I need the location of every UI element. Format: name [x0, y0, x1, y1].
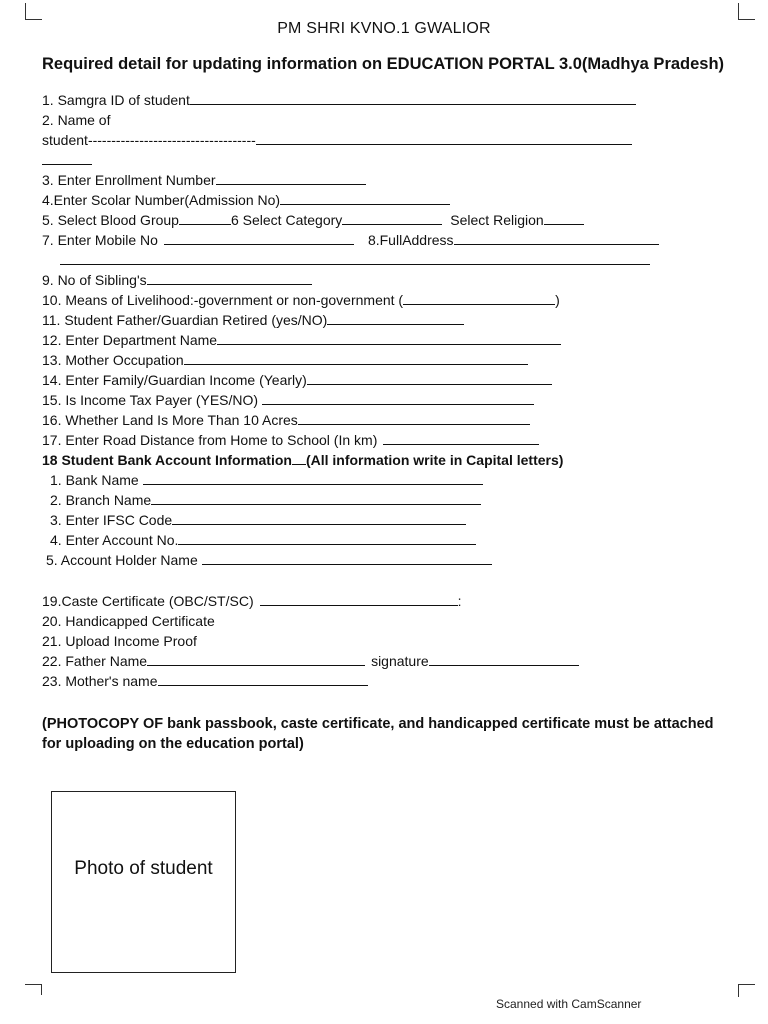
field-label: 7. Enter Mobile No — [42, 232, 158, 248]
blank-line[interactable] — [262, 390, 534, 405]
blank-line[interactable] — [42, 150, 92, 165]
field-label: 5. Account Holder Name — [46, 552, 198, 568]
blank-line[interactable] — [429, 651, 579, 666]
dash-filler: ------------------------------------ — [87, 132, 256, 148]
blank-line[interactable] — [143, 470, 483, 485]
field-mother-occupation — [42, 350, 528, 370]
field-label: 9. No of Sibling's — [42, 272, 147, 288]
crop-mark-bottom-left — [25, 984, 42, 995]
field-retired — [42, 310, 464, 330]
field-label: 21. Upload Income Proof — [42, 633, 197, 649]
form-subtitle: Required detail for updating information on EDUCATION PORTAL 3.0(Madhya Pradesh) — [42, 55, 725, 73]
field-bank-name — [50, 470, 483, 490]
field-scolar-number — [42, 190, 450, 210]
school-title: PM SHRI KVNO.1 GWALIOR — [277, 20, 491, 37]
blank-line[interactable] — [164, 230, 354, 245]
crop-mark-top-right — [738, 3, 755, 20]
blank-line[interactable] — [403, 290, 555, 305]
blank-line[interactable] — [179, 210, 231, 225]
field-label: 10. Means of Livelihood:-government or non-government ( — [42, 292, 404, 308]
field-label: 15. Is Income Tax Payer (YES/NO) — [42, 392, 259, 408]
blank-line[interactable] — [256, 130, 632, 145]
field-handicapped — [42, 611, 215, 631]
field-label: 6 Select Category — [230, 212, 343, 228]
blank-line[interactable] — [544, 210, 584, 225]
scanner-footer: Scanned with CamScanner — [496, 997, 642, 1011]
field-label: 3. Enter Enrollment Number — [42, 172, 216, 188]
blank-line[interactable] — [60, 250, 650, 265]
blank-line[interactable] — [342, 210, 442, 225]
blank-line[interactable] — [158, 671, 368, 686]
blank-line[interactable] — [190, 90, 636, 105]
blank-line[interactable] — [151, 490, 481, 505]
blank-line[interactable] — [147, 651, 365, 666]
blank-line[interactable] — [178, 530, 476, 545]
capital-letters-note: (All information write in Capital letters) — [305, 452, 564, 468]
blank-line[interactable] — [260, 591, 458, 606]
colon: : — [457, 593, 462, 609]
field-label: signature — [371, 653, 429, 669]
attachment-note: (PHOTOCOPY OF bank passbook, caste certificate, and handicapped certificate must be attached for uploading on the education portal) — [42, 716, 714, 752]
field-income-proof — [42, 631, 197, 651]
field-blood-category-religion — [42, 210, 584, 230]
field-label: 14. Enter Family/Guardian Income (Yearly) — [42, 372, 307, 388]
field-land — [42, 410, 530, 430]
field-income — [42, 370, 552, 390]
field-label: 1. Samgra ID of student — [42, 92, 190, 108]
field-label: 11. Student Father/Guardian Retired (yes/NO) — [42, 312, 328, 328]
field-ifsc — [50, 510, 466, 530]
field-label: 23. Mother's name — [42, 673, 158, 689]
field-label: 19.Caste Certificate (OBC/ST/SC) — [42, 593, 254, 609]
field-road-distance — [42, 430, 539, 450]
blank-line[interactable] — [307, 370, 552, 385]
blank-line — [292, 450, 306, 465]
blank-line[interactable] — [383, 430, 539, 445]
photo-label: Photo of student — [74, 858, 213, 879]
crop-mark-top-left — [25, 3, 42, 20]
blank-line[interactable] — [147, 270, 312, 285]
field-label: 3. Enter IFSC Code — [50, 512, 173, 528]
field-mobile-address — [42, 230, 659, 250]
field-caste-certificate — [42, 591, 462, 611]
field-label: student — [42, 132, 88, 148]
field-father-name — [42, 651, 579, 671]
field-label: 4.Enter Scolar Number(Admission No) — [42, 192, 281, 208]
field-name-continuation — [42, 150, 92, 170]
blank-line[interactable] — [216, 170, 366, 185]
field-account-no — [50, 530, 476, 550]
paren-close: ) — [555, 292, 560, 308]
field-label: 2. Branch Name — [50, 492, 152, 508]
crop-mark-bottom-right — [738, 984, 755, 997]
field-label: 2. Name of — [42, 112, 111, 128]
field-bank-header — [42, 450, 563, 470]
blank-line[interactable] — [172, 510, 466, 525]
field-label: 4. Enter Account No. — [50, 532, 179, 548]
field-label: 20. Handicapped Certificate — [42, 613, 215, 629]
field-mother-name — [42, 671, 368, 691]
field-label: Select Religion — [450, 212, 544, 228]
field-label: 13. Mother Occupation — [42, 352, 184, 368]
blank-line[interactable] — [298, 410, 530, 425]
field-samgra-id — [42, 90, 636, 110]
blank-line[interactable] — [280, 190, 450, 205]
field-siblings — [42, 270, 312, 290]
field-department — [42, 330, 561, 350]
field-name-label — [42, 110, 110, 130]
field-livelihood — [42, 290, 560, 310]
field-label: 1. Bank Name — [50, 472, 139, 488]
blank-line[interactable] — [184, 350, 528, 365]
blank-line[interactable] — [454, 230, 659, 245]
blank-line[interactable] — [202, 550, 492, 565]
field-student-name — [42, 130, 632, 150]
field-enrollment — [42, 170, 366, 190]
blank-line[interactable] — [217, 330, 561, 345]
field-label: 16. Whether Land Is More Than 10 Acres — [42, 412, 298, 428]
blank-line[interactable] — [327, 310, 464, 325]
field-label: 22. Father Name — [42, 653, 148, 669]
field-label: 18 Student Bank Account Information — [42, 452, 292, 468]
field-label: 5. Select Blood Group — [42, 212, 179, 228]
field-label: 17. Enter Road Distance from Home to School (In km) — [42, 432, 378, 448]
field-label: 12. Enter Department Name — [42, 332, 218, 348]
field-branch-name — [50, 490, 481, 510]
field-account-holder — [46, 550, 492, 570]
field-label: 8.FullAddress — [367, 232, 454, 248]
field-address-continuation — [60, 250, 650, 270]
field-income-tax — [42, 390, 534, 410]
photo-box[interactable] — [51, 791, 236, 973]
